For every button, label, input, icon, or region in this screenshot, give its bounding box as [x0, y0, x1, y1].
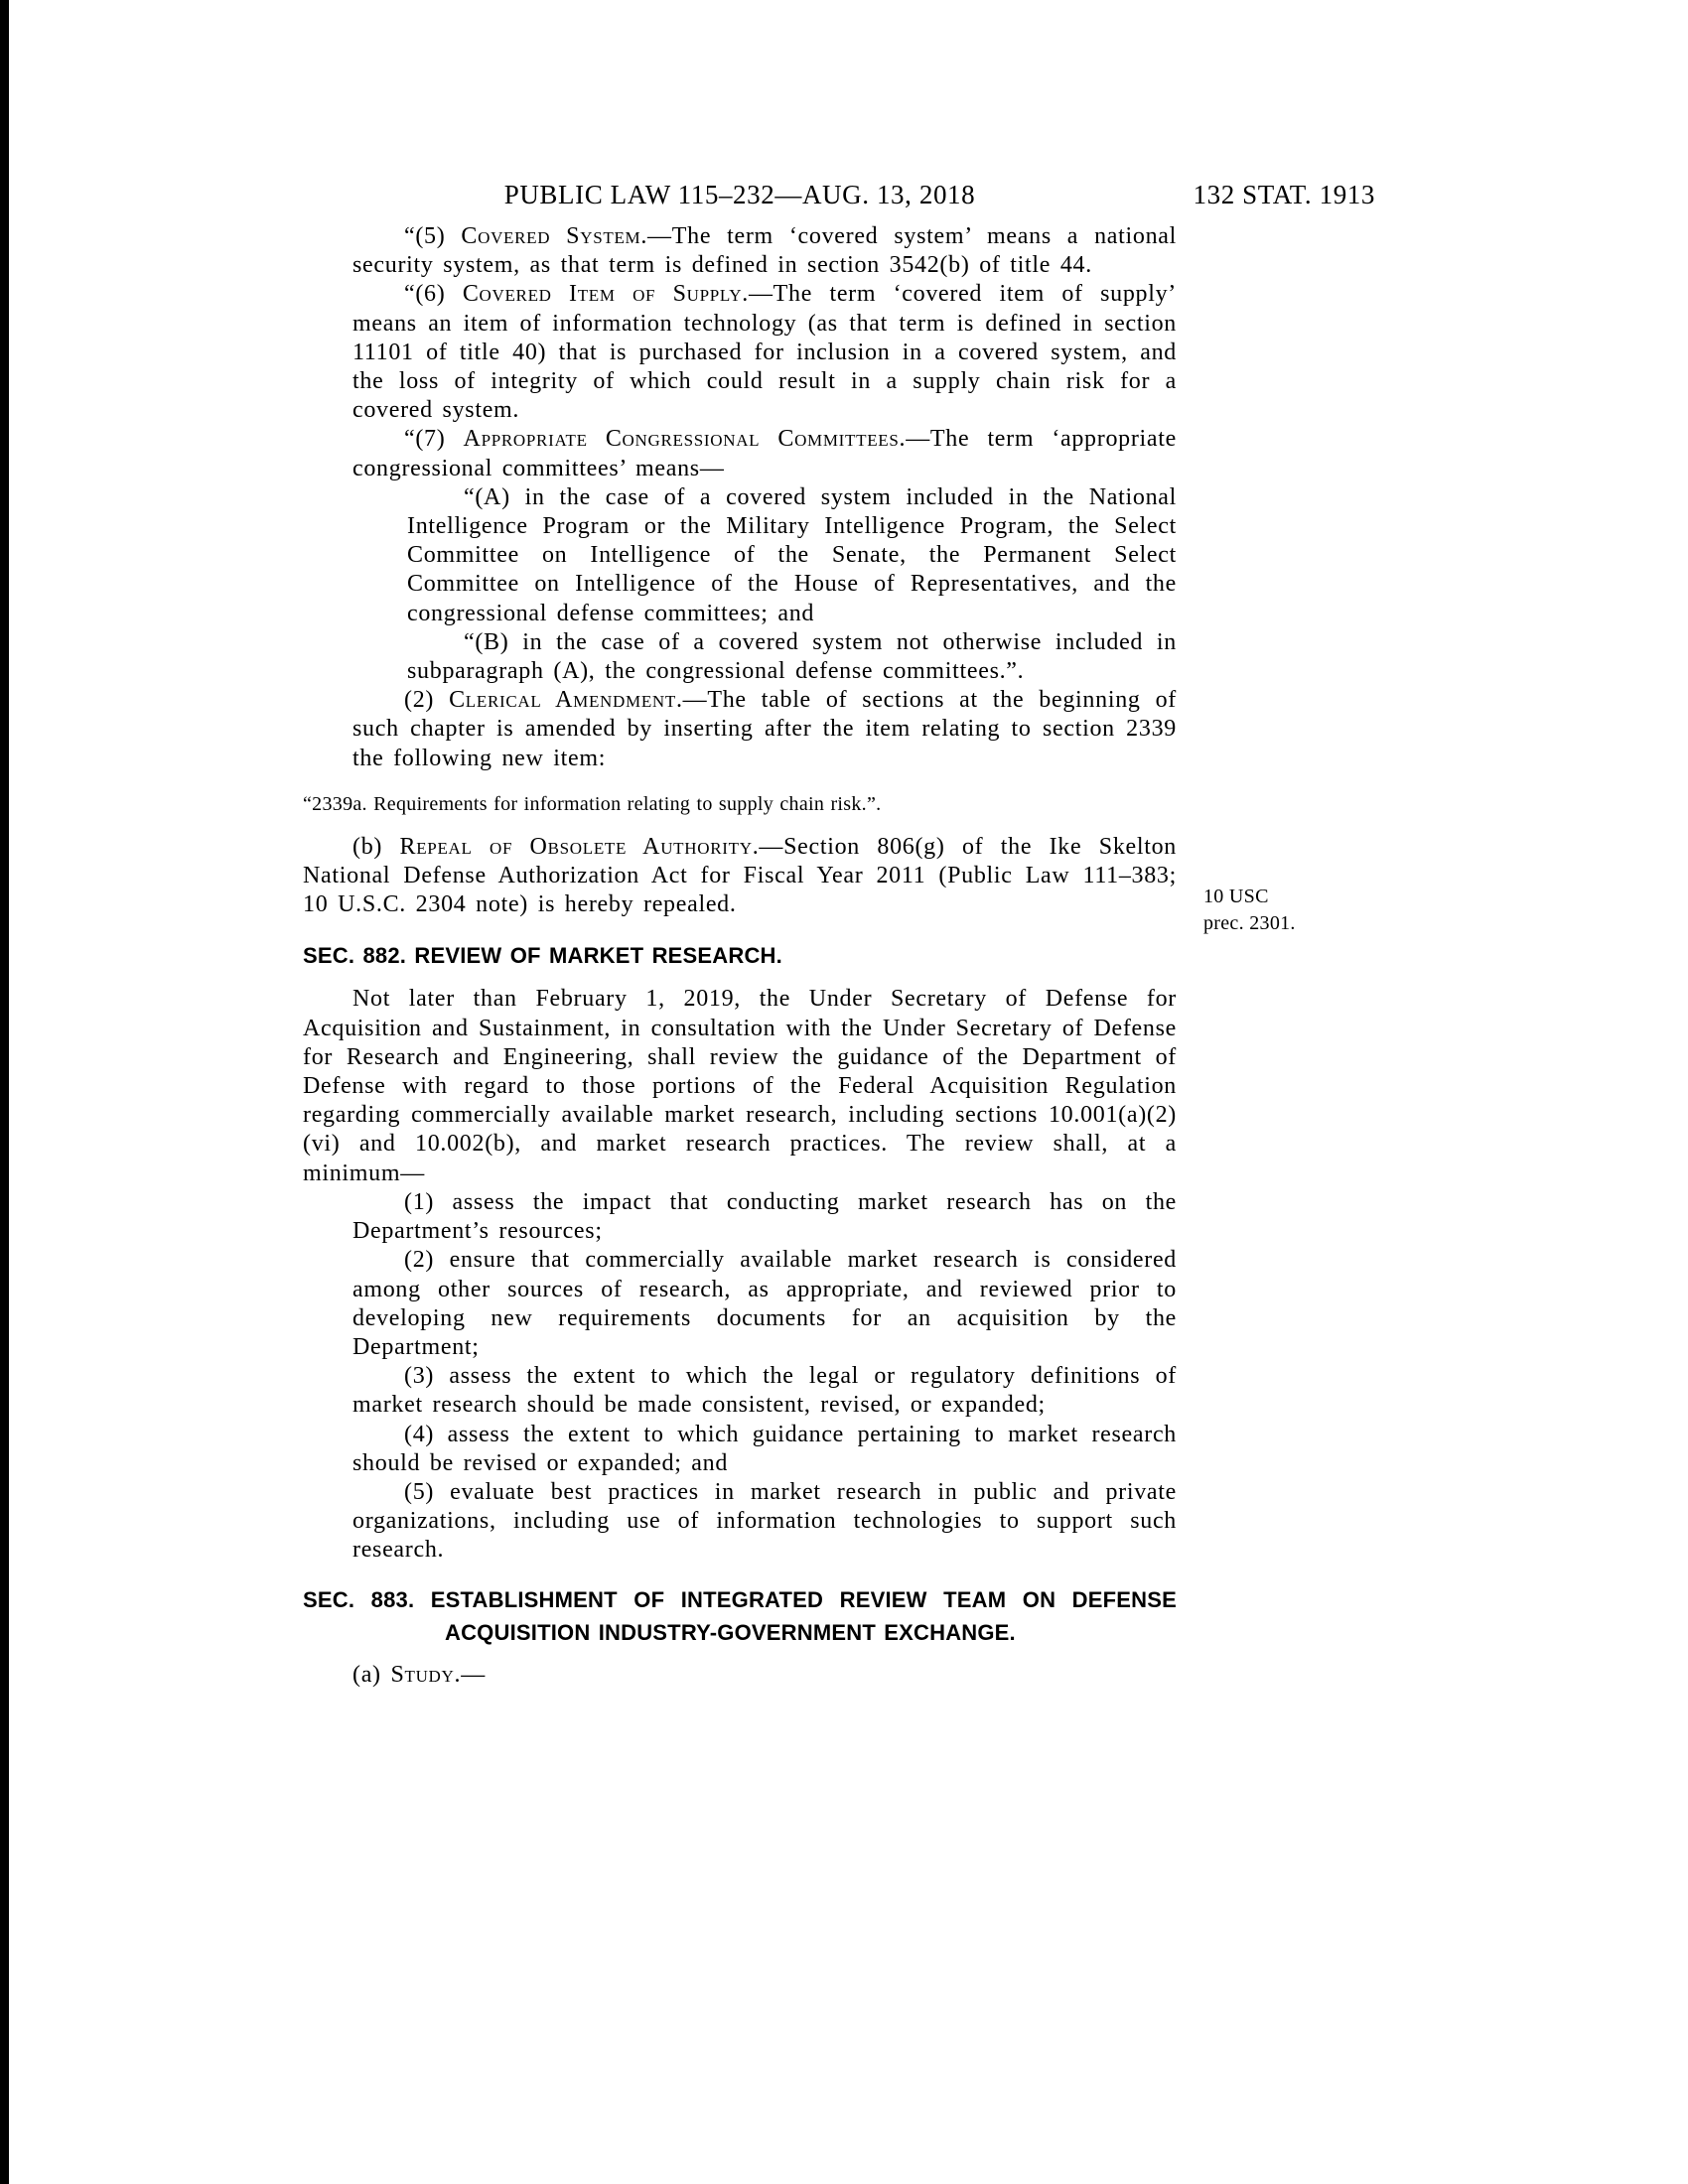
text-run: .— — [454, 1661, 486, 1688]
small-caps-text-run: Clerical Amendment — [449, 687, 676, 714]
paragraph-covered-item-of-supply — [352, 280, 1177, 425]
text-run: (4) assess the extent to which guidance pertaining to market research should be revised or expanded; and — [352, 1421, 1177, 1476]
text-run: .—The term ‘covered item of supply’ means an item of information technology (as that term is defined in section 11101 of title 40) that is purchased for inclusion in a covered system, and the loss of integrity of which could result in a supply chain risk for a covered system. — [352, 281, 1177, 424]
text-run: (3) assess the extent to which the legal or regulatory definitions of market research should be made consistent, revised, or expanded; — [352, 1363, 1177, 1419]
small-caps-text-run: Covered Item of Supply — [462, 281, 743, 308]
page-header — [303, 180, 1375, 215]
paragraph-appropriate-congressional-committees — [352, 425, 1177, 482]
text-run: “(A) in the case of a covered system included in the National Intelligence Program or the Military Intelligence Program, the Select Committee on Intelligence of the Senate, the Permanent Select Committee on Intelligence of the House of Representatives, and the congressional defense committees; and — [407, 483, 1177, 626]
review-item-1 — [352, 1188, 1177, 1246]
small-caps-text-run: Appropriate Congressional Committees — [463, 426, 900, 453]
text-run: .—The term ‘appropriate congressional committees’ means— — [352, 426, 1177, 481]
text-run: SEC. 882. REVIEW OF MARKET RESEARCH. — [303, 943, 782, 969]
text-run: .—The term ‘covered system’ means a national security system, as that term is defined in section 3542(b) of title 44. — [352, 223, 1178, 279]
table-of-sections-item — [303, 791, 1177, 817]
margin-note-line-2: prec. 2301. — [1203, 912, 1296, 934]
text-run: “(6) — [404, 281, 463, 308]
small-caps-text-run: Study — [390, 1661, 455, 1688]
text-run: “2339a. Requirements for information relating to supply chain risk.”. — [303, 792, 882, 815]
text-run: (1) assess the impact that conducting market research has on the Department’s resources; — [352, 1188, 1177, 1245]
paragraph-covered-system — [352, 222, 1177, 280]
text-run: .—Section 806(g) of the Ike Skelton National Defense Authorization Act for Fiscal Year 2011 (Public Law 111–383; 10 U.S.C. 2304 note) is hereby repealed. — [303, 833, 1178, 918]
small-caps-text-run: Repeal of Obsolete Authority — [399, 833, 753, 860]
margin-note-usc-citation — [1203, 884, 1382, 937]
margin-note-line-1: 10 USC — [1203, 886, 1269, 907]
review-item-4 — [352, 1421, 1177, 1478]
text-run: (2) ensure that commercially available market research is considered among other sources of research, as appropriate, and reviewed prior to developing new requirements documents for an acquisition by the Department; — [352, 1247, 1177, 1360]
text-run: “(5) — [404, 223, 462, 249]
text-run: (a) — [352, 1661, 391, 1688]
review-item-2 — [352, 1246, 1177, 1362]
text-run: “(B) in the case of a covered system not otherwise included in subparagraph (A), the congressional defense committees.”. — [407, 628, 1177, 685]
paragraph-study — [303, 1661, 1177, 1690]
review-item-5 — [352, 1478, 1177, 1566]
text-run: Not later than February 1, 2019, the Under Secretary of Defense for Acquisition and Sustainment, in consultation with the Under Secretary of Defense for Research and Engineering, shall review the guidance of the Department of Defense with regard to those portions of the Federal Acquisition Regulation regarding commercially available market research, including sections 10.001(a)(2)(vi) and 10.002(b), and market research practices. The review shall, at a minimum— — [303, 986, 1177, 1186]
statute-text-column — [303, 222, 1177, 1690]
paragraph-clerical-amendment — [352, 686, 1177, 773]
text-run: .—The table of sections at the beginning of such chapter is amended by inserting after the item relating to section 2339 the following new item: — [352, 687, 1177, 771]
section-882-heading — [303, 941, 1177, 971]
text-run: SEC. 883. ESTABLISHMENT OF INTEGRATED REVIEW TEAM ON DEFENSE ACQUISITION INDUSTRY-GOVERNMENT EXCHANGE. — [303, 1586, 1177, 1645]
text-run: (2) — [404, 687, 450, 714]
review-item-3 — [352, 1362, 1177, 1420]
paragraph-market-research-review — [303, 985, 1177, 1187]
small-caps-text-run: Covered System — [461, 223, 641, 249]
text-run: “(7) — [404, 426, 464, 453]
scan-edge-artifact — [0, 0, 9, 2184]
subparagraph-a — [407, 483, 1177, 628]
stat-page-number: 132 STAT. 1913 — [1193, 180, 1375, 209]
text-run: (5) evaluate best practices in market research in public and private organizations, including use of information technologies to support such research. — [352, 1478, 1177, 1564]
text-run: (b) — [352, 833, 400, 860]
subparagraph-b — [407, 628, 1177, 686]
law-title: PUBLIC LAW 115–232—AUG. 13, 2018 — [503, 180, 976, 209]
section-883-heading — [303, 1583, 1177, 1649]
paragraph-repeal-obsolete-authority — [303, 833, 1177, 920]
